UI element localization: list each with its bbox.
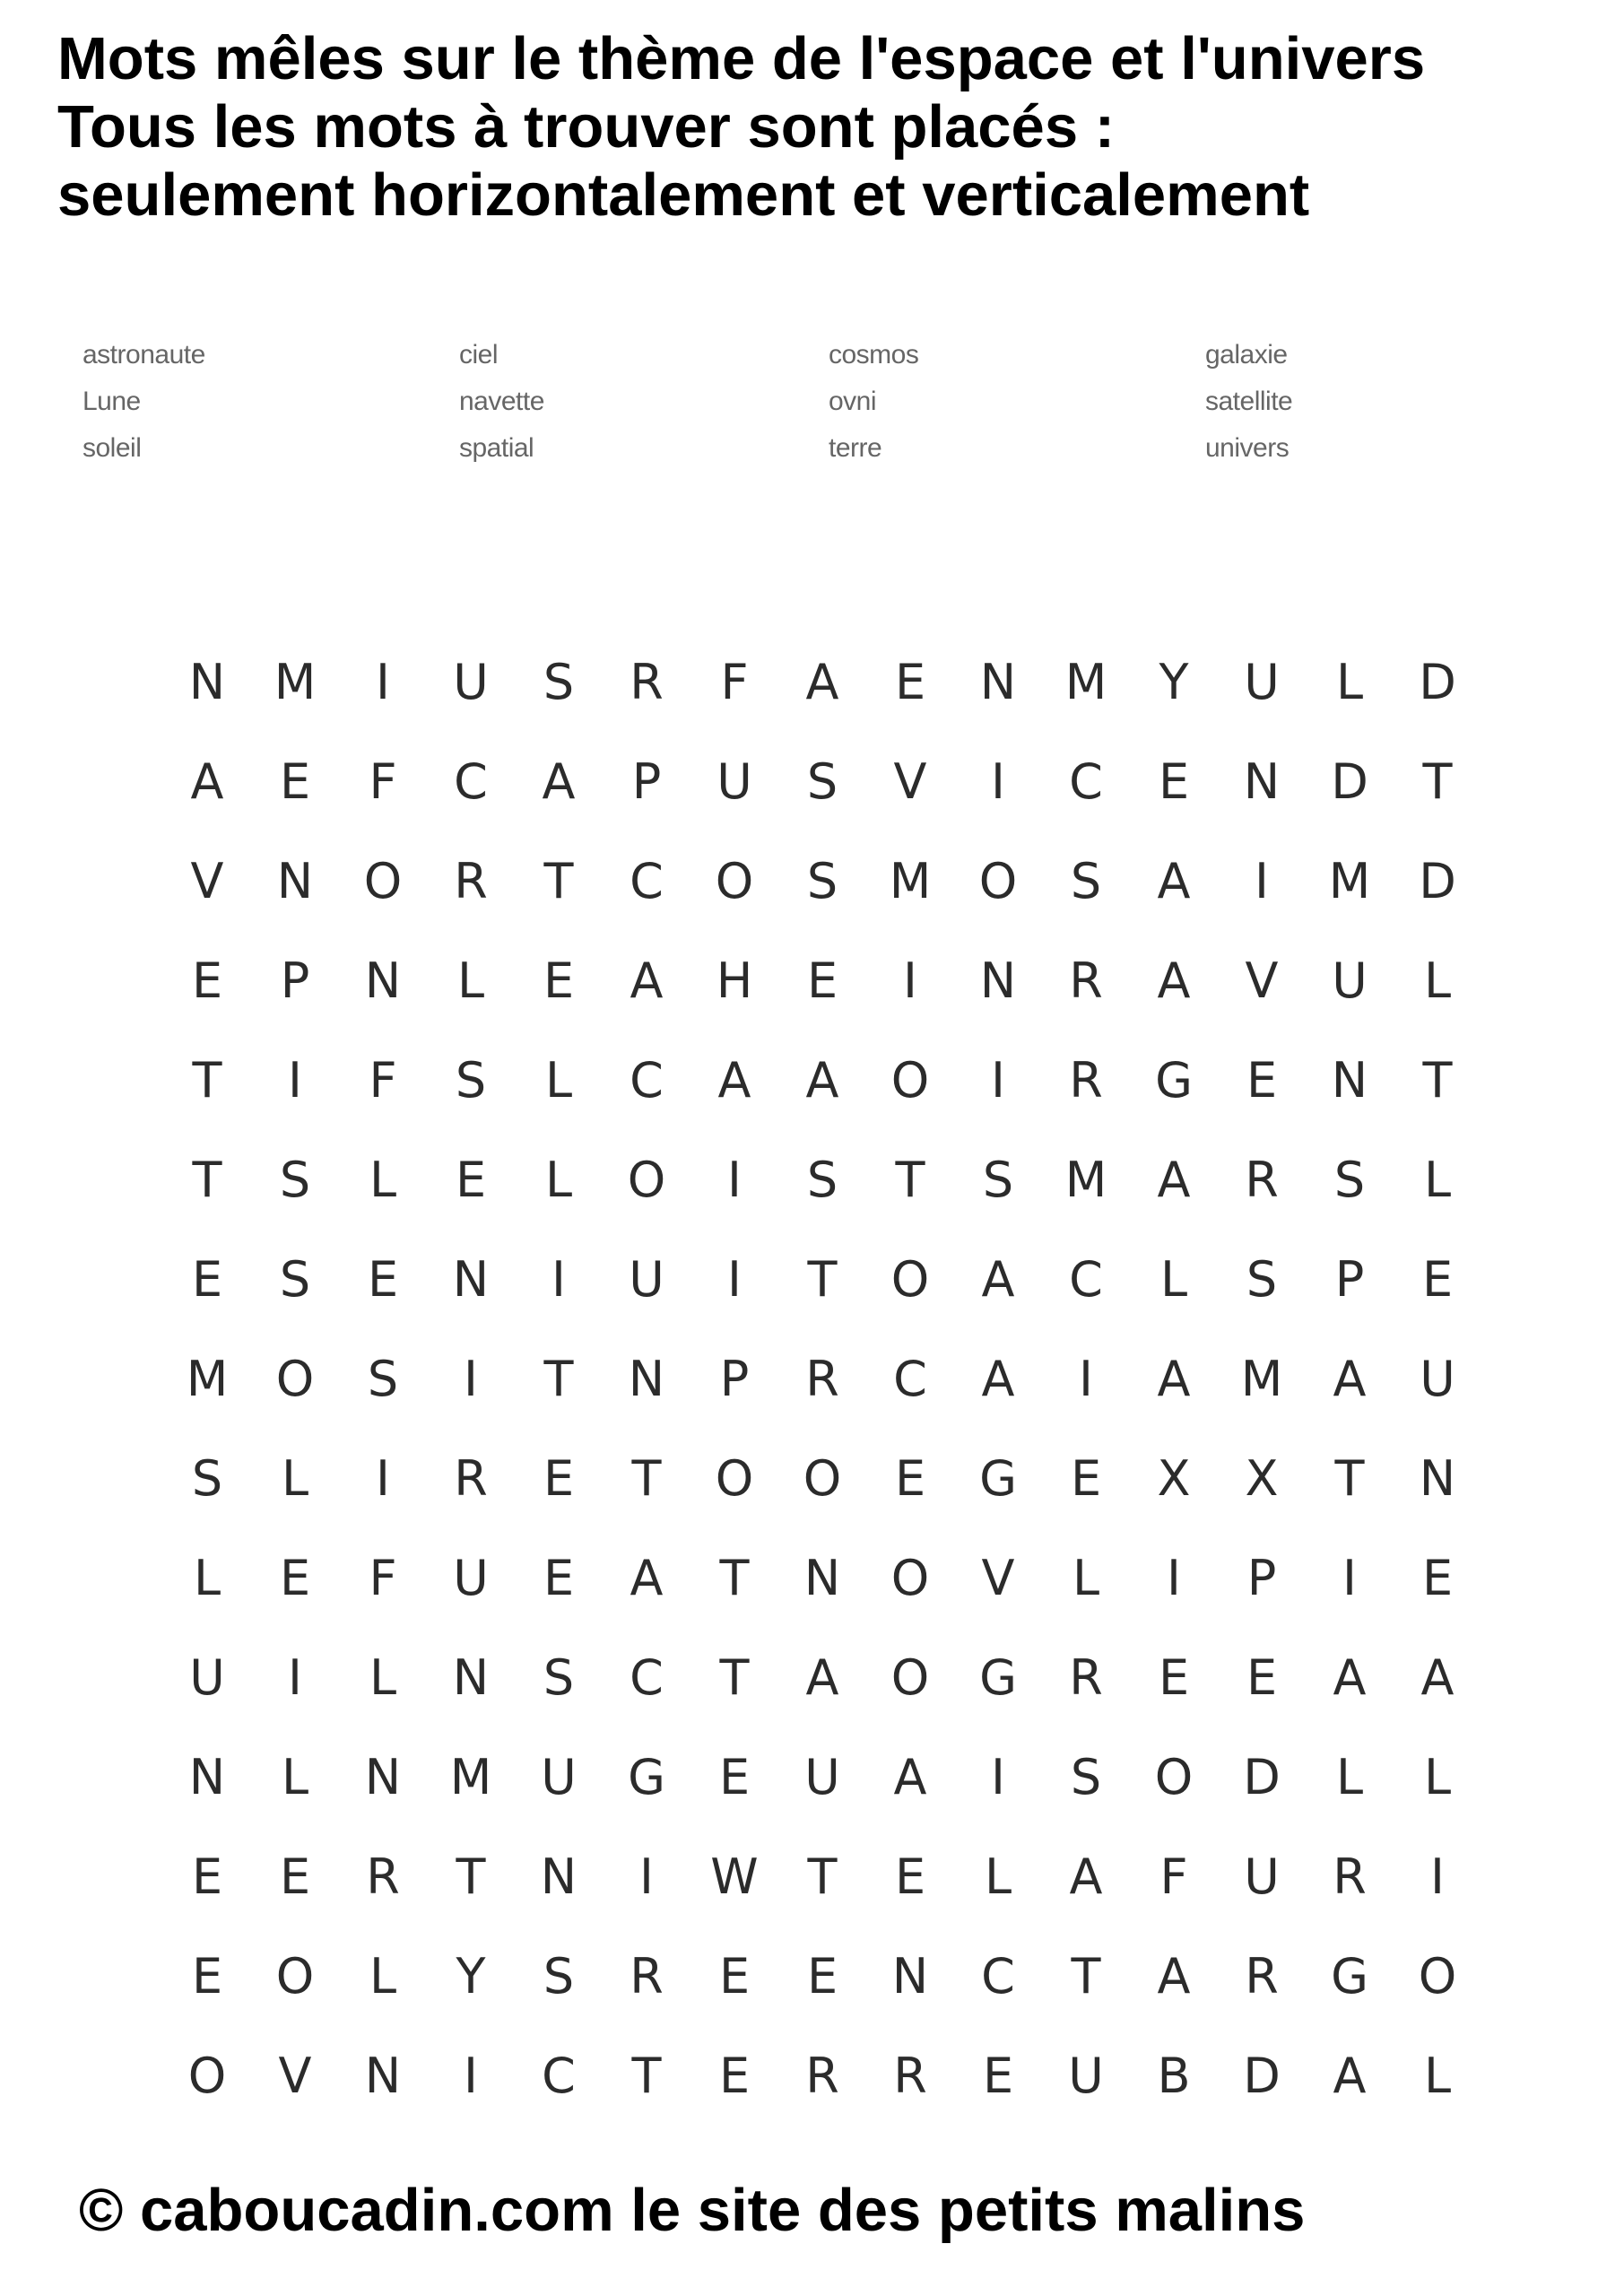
grid-letter-cell: T — [719, 1649, 750, 1706]
title-line-3: seulement horizontalement et verticalement — [57, 161, 1310, 229]
grid-letter-cell: V — [1245, 952, 1279, 1009]
grid-letter-cell: E — [806, 1948, 838, 2005]
grid-letter-cell: L — [456, 952, 485, 1009]
grid-letter-cell: V — [278, 2048, 312, 2104]
grid-letter-cell: G — [628, 1749, 665, 1805]
grid-letter-cell: V — [981, 1550, 1015, 1606]
grid-letter-cell: I — [1255, 853, 1269, 909]
grid-letter-cell: U — [1068, 2048, 1104, 2104]
grid-letter-cell: E — [1421, 1251, 1454, 1308]
grid-letter-cell: S — [191, 1450, 223, 1507]
grid-letter-cell: R — [1069, 952, 1103, 1009]
grid-letter-cell: E — [1070, 1450, 1102, 1507]
grid-letter-cell: I — [1342, 1550, 1357, 1606]
grid-letter-cell: X — [1245, 1450, 1279, 1507]
grid-letter-cell: A — [1157, 952, 1191, 1009]
grid-letter-cell: U — [804, 1749, 840, 1805]
grid-letter-cell: N — [364, 952, 402, 1009]
grid-letter-cell: L — [1072, 1550, 1100, 1606]
grid-letter-cell: I — [903, 952, 917, 1009]
page-header — [57, 25, 1582, 230]
grid-letter-cell: E — [1158, 753, 1190, 810]
grid-letter-cell: T — [807, 1251, 838, 1308]
grid-letter-cell: N — [276, 853, 314, 909]
grid-letter-cell: N — [452, 1251, 490, 1308]
grid-letter-cell: E — [191, 952, 223, 1009]
grid-letter-cell: L — [1423, 1152, 1452, 1208]
grid-letter-cell: N — [540, 1848, 578, 1905]
grid-letter-cell: N — [1419, 1450, 1456, 1507]
word-ovni: ovni — [829, 387, 877, 416]
word-spatial: spatial — [459, 433, 534, 463]
grid-letter-cell: L — [544, 1052, 573, 1109]
grid-letter-cell: O — [890, 1251, 930, 1308]
grid-letter-cell: A — [630, 1550, 664, 1606]
grid-letter-cell: D — [1243, 1749, 1281, 1805]
title-line-1: Mots mêles sur le thème de l'espace et l'univers — [57, 25, 1426, 92]
grid-letter-cell: M — [1328, 853, 1371, 909]
grid-letter-cell: E — [806, 952, 838, 1009]
grid-letter-cell: C — [1069, 1251, 1103, 1308]
grid-letter-cell: S — [543, 1948, 575, 2005]
grid-letter-cell: F — [720, 654, 749, 710]
grid-letter-cell: F — [1159, 1848, 1188, 1905]
grid-letter-cell: S — [279, 1152, 311, 1208]
grid-letter-cell: E — [455, 1152, 487, 1208]
grid-letter-cell: C — [981, 1948, 1015, 2005]
grid-letter-cell: A — [1157, 1152, 1191, 1208]
grid-letter-cell: I — [991, 1749, 1005, 1805]
grid-letter-cell: S — [806, 753, 838, 810]
grid-letter-cell: P — [631, 753, 662, 810]
grid-letter-cell: X — [1157, 1450, 1191, 1507]
grid-letter-cell: Y — [1159, 654, 1189, 710]
grid-letter-cell: E — [543, 952, 575, 1009]
grid-letter-cell: T — [895, 1152, 925, 1208]
word-search-grid — [163, 632, 1481, 2126]
grid-letter-cell: L — [193, 1550, 221, 1606]
grid-letter-cell: A — [981, 1251, 1015, 1308]
grid-letter-cell: N — [364, 1749, 402, 1805]
grid-letter-cell: G — [979, 1649, 1017, 1706]
grid-letter-cell: M — [1240, 1351, 1283, 1407]
grid-letter-cell: I — [1167, 1550, 1181, 1606]
grid-letter-cell: U — [1244, 654, 1280, 710]
grid-letter-cell: S — [455, 1052, 487, 1109]
grid-letter-cell: U — [629, 1251, 664, 1308]
grid-letter-cell: A — [1069, 1848, 1103, 1905]
grid-letter-cell: G — [1155, 1052, 1193, 1109]
grid-letter-cell: L — [369, 1649, 397, 1706]
grid-letter-cell: F — [369, 1052, 397, 1109]
grid-letter-cell: D — [1419, 654, 1456, 710]
grid-letter-cell: R — [454, 853, 488, 909]
word-lune: Lune — [83, 387, 141, 416]
grid-letter-cell: M — [186, 1351, 229, 1407]
grid-letter-cell: I — [727, 1152, 742, 1208]
grid-letter-cell: N — [1243, 753, 1281, 810]
grid-letter-cell: G — [979, 1450, 1017, 1507]
grid-letter-cell: I — [1079, 1351, 1093, 1407]
grid-letter-cell: E — [191, 1848, 223, 1905]
grid-letter-cell: T — [456, 1848, 486, 1905]
grid-letter-cell: N — [628, 1351, 665, 1407]
grid-letter-cell: E — [279, 1550, 311, 1606]
grid-letter-cell: O — [715, 1450, 754, 1507]
grid-letter-cell: I — [991, 1052, 1005, 1109]
grid-letter-cell: E — [718, 2048, 751, 2104]
grid-letter-cell: L — [1423, 1749, 1452, 1805]
grid-letter-cell: M — [1064, 654, 1107, 710]
grid-letter-cell: T — [631, 2048, 662, 2104]
grid-letter-cell: O — [890, 1550, 930, 1606]
grid-letter-cell: V — [190, 853, 224, 909]
grid-letter-cell: S — [543, 1649, 575, 1706]
grid-letter-cell: E — [894, 654, 926, 710]
grid-letter-cell: N — [979, 654, 1017, 710]
grid-letter-cell: L — [984, 1848, 1012, 1905]
word-list-row — [83, 425, 1428, 472]
grid-letter-cell: D — [1243, 2048, 1281, 2104]
grid-letter-cell: A — [1333, 1351, 1367, 1407]
grid-letter-cell: E — [543, 1450, 575, 1507]
grid-letter-cell: I — [288, 1649, 302, 1706]
grid-letter-cell: D — [1419, 853, 1456, 909]
grid-letter-cell: N — [803, 1550, 841, 1606]
word-navette: navette — [459, 387, 544, 416]
grid-letter-cell: C — [630, 1649, 664, 1706]
grid-letter-cell: A — [1157, 853, 1191, 909]
grid-letter-cell: M — [449, 1749, 492, 1805]
grid-letter-cell: U — [716, 753, 752, 810]
grid-letter-cell: A — [190, 753, 224, 810]
grid-letter-cell: V — [893, 753, 927, 810]
grid-letter-cell: I — [551, 1251, 566, 1308]
grid-letter-cell: L — [1423, 2048, 1452, 2104]
grid-letter-cell: C — [454, 753, 488, 810]
grid-letter-cell: A — [717, 1052, 751, 1109]
grid-letter-cell: E — [718, 1948, 751, 2005]
grid-letter-cell: L — [1335, 1749, 1364, 1805]
grid-letter-cell: A — [805, 654, 839, 710]
grid-letter-cell: T — [807, 1848, 838, 1905]
grid-letter-cell: N — [979, 952, 1017, 1009]
grid-letter-cell: A — [805, 1052, 839, 1109]
grid-letter-cell: S — [982, 1152, 1014, 1208]
grid-letter-cell: E — [191, 1251, 223, 1308]
grid-letter-cell: L — [369, 1152, 397, 1208]
grid-letter-cell: C — [630, 1052, 664, 1109]
grid-letter-cell: U — [453, 1550, 489, 1606]
grid-letter-cell: T — [719, 1550, 750, 1606]
grid-letter-cell: A — [1333, 1649, 1367, 1706]
grid-letter-cell: O — [803, 1450, 842, 1507]
grid-letter-cell: A — [893, 1749, 927, 1805]
grid-letter-cell: N — [188, 654, 226, 710]
grid-letter-cell: S — [1333, 1152, 1366, 1208]
word-univers: univers — [1205, 433, 1290, 463]
grid-letter-cell: E — [718, 1749, 751, 1805]
grid-letter-cell: Y — [456, 1948, 486, 2005]
grid-letter-cell: E — [279, 753, 311, 810]
grid-letter-cell: O — [1154, 1749, 1194, 1805]
grid-letter-cell: E — [894, 1848, 926, 1905]
grid-letter-cell: P — [1334, 1251, 1365, 1308]
grid-letter-cell: O — [275, 1948, 315, 2005]
grid-letter-cell: E — [1421, 1550, 1454, 1606]
grid-letter-cell: I — [376, 1450, 390, 1507]
grid-letter-cell: M — [1064, 1152, 1107, 1208]
grid-letter-cell: L — [1335, 654, 1364, 710]
grid-letter-cell: L — [544, 1152, 573, 1208]
grid-letter-cell: P — [1246, 1550, 1277, 1606]
grid-letter-cell: I — [288, 1052, 302, 1109]
grid-letter-cell: D — [1331, 753, 1368, 810]
grid-letter-cell: I — [464, 2048, 478, 2104]
grid-letter-cell: R — [366, 1848, 400, 1905]
grid-letter-cell: S — [1246, 1251, 1278, 1308]
grid-letter-cell: T — [192, 1052, 222, 1109]
grid-letter-cell: A — [1420, 1649, 1455, 1706]
grid-letter-cell: R — [454, 1450, 488, 1507]
word-terre: terre — [829, 433, 882, 463]
grid-letter-cell: N — [1331, 1052, 1368, 1109]
grid-letter-cell: L — [1423, 952, 1452, 1009]
grid-letter-cell: M — [889, 853, 932, 909]
grid-letter-cell: R — [630, 1948, 664, 2005]
grid-letter-cell: S — [806, 1152, 838, 1208]
grid-letter-cell: U — [189, 1649, 225, 1706]
grid-letter-cell: S — [279, 1251, 311, 1308]
word-list-row — [83, 332, 1428, 378]
grid-letter-cell: N — [188, 1749, 226, 1805]
grid-letter-cell: R — [630, 654, 664, 710]
grid-letter-cell: A — [981, 1351, 1015, 1407]
grid-letter-cell: I — [1430, 1848, 1445, 1905]
grid-letter-cell: W — [710, 1848, 759, 1905]
grid-letter-cell: T — [543, 853, 574, 909]
grid-letter-cell: L — [281, 1749, 309, 1805]
grid-letter-cell: E — [1246, 1052, 1278, 1109]
grid-letter-cell: S — [806, 853, 838, 909]
grid-letter-cell: R — [1245, 1152, 1279, 1208]
grid-letter-cell: P — [719, 1351, 750, 1407]
grid-letter-cell: U — [1420, 1351, 1455, 1407]
grid-letter-cell: A — [1157, 1948, 1191, 2005]
grid-letter-cell: E — [1158, 1649, 1190, 1706]
grid-letter-cell: U — [1332, 952, 1368, 1009]
grid-letter-cell: N — [891, 1948, 929, 2005]
grid-letter-cell: O — [187, 2048, 227, 2104]
word-list — [83, 332, 1428, 472]
grid-letter-cell: O — [363, 853, 403, 909]
grid-letter-cell: T — [543, 1351, 574, 1407]
grid-letter-cell: I — [991, 753, 1005, 810]
grid-letter-cell: H — [716, 952, 753, 1009]
grid-letter-cell: R — [805, 2048, 839, 2104]
grid-letter-cell: E — [543, 1550, 575, 1606]
grid-letter-cell: G — [1331, 1948, 1368, 2005]
grid-letter-cell: U — [541, 1749, 577, 1805]
grid-letter-cell: T — [1422, 753, 1453, 810]
grid-letter-cell: O — [275, 1351, 315, 1407]
grid-letter-cell: T — [192, 1152, 222, 1208]
grid-letter-cell: R — [893, 2048, 927, 2104]
grid-letter-cell: S — [543, 654, 575, 710]
grid-letter-cell: I — [639, 1848, 654, 1905]
grid-letter-cell: E — [982, 2048, 1014, 2104]
grid-letter-cell: S — [1070, 1749, 1102, 1805]
grid-letter-cell: C — [542, 2048, 576, 2104]
grid-letter-cell: L — [281, 1450, 309, 1507]
grid-letter-cell: T — [631, 1450, 662, 1507]
grid-letter-cell: U — [1244, 1848, 1280, 1905]
grid-letter-cell: T — [1334, 1450, 1365, 1507]
grid-letter-cell: F — [369, 753, 397, 810]
title-line-2: Tous les mots à trouver sont placés : — [57, 93, 1116, 161]
grid-letter-cell: O — [890, 1649, 930, 1706]
word-galaxie: galaxie — [1205, 340, 1288, 370]
grid-letter-cell: I — [727, 1251, 742, 1308]
grid-letter-cell: S — [367, 1351, 399, 1407]
grid-letter-cell: S — [1070, 853, 1102, 909]
grid-letter-cell: A — [1333, 2048, 1367, 2104]
word-soleil: soleil — [83, 433, 142, 463]
grid-letter-cell: F — [369, 1550, 397, 1606]
grid-letter-cell: E — [894, 1450, 926, 1507]
grid-letter-cell: O — [1418, 1948, 1457, 2005]
grid-letter-cell: R — [1069, 1052, 1103, 1109]
grid-letter-cell: C — [893, 1351, 927, 1407]
grid-letter-cell: E — [1246, 1649, 1278, 1706]
grid-letter-cell: P — [280, 952, 310, 1009]
word-ciel: ciel — [459, 340, 499, 370]
grid-letter-cell: C — [1069, 753, 1103, 810]
grid-letter-cell: E — [279, 1848, 311, 1905]
copyright-footer: © caboucadin.com le site des petits malins — [79, 2177, 1306, 2244]
grid-letter-cell: A — [805, 1649, 839, 1706]
grid-letter-cell: O — [715, 853, 754, 909]
grid-letter-cell: E — [191, 1948, 223, 2005]
grid-letter-cell: L — [1159, 1251, 1188, 1308]
grid-letter-cell: E — [367, 1251, 399, 1308]
grid-letter-cell: L — [369, 1948, 397, 2005]
grid-letter-cell: T — [1071, 1948, 1101, 2005]
grid-letter-cell: R — [805, 1351, 839, 1407]
grid-letter-cell: R — [1245, 1948, 1279, 2005]
grid-letter-cell: O — [890, 1052, 930, 1109]
grid-letter-cell: N — [364, 2048, 402, 2104]
word-list-row — [83, 378, 1428, 425]
grid-letter-cell: T — [1422, 1052, 1453, 1109]
grid-letter-cell: O — [627, 1152, 666, 1208]
grid-letter-cell: B — [1157, 2048, 1191, 2104]
grid-letter-cell: U — [453, 654, 489, 710]
grid-letter-cell: O — [978, 853, 1018, 909]
word-cosmos: cosmos — [829, 340, 919, 370]
word-astronaute: astronaute — [83, 340, 205, 370]
grid-letter-cell: A — [542, 753, 576, 810]
grid-letter-cell: R — [1333, 1848, 1367, 1905]
grid-letter-cell: C — [630, 853, 664, 909]
grid-letter-cell: M — [274, 654, 317, 710]
grid-letter-cell: A — [630, 952, 664, 1009]
grid-letter-cell: A — [1157, 1351, 1191, 1407]
grid-letter-cell: I — [464, 1351, 478, 1407]
word-satellite: satellite — [1205, 387, 1293, 416]
grid-letter-cell: R — [1069, 1649, 1103, 1706]
grid-letter-cell: I — [376, 654, 390, 710]
grid-letter-cell: N — [452, 1649, 490, 1706]
